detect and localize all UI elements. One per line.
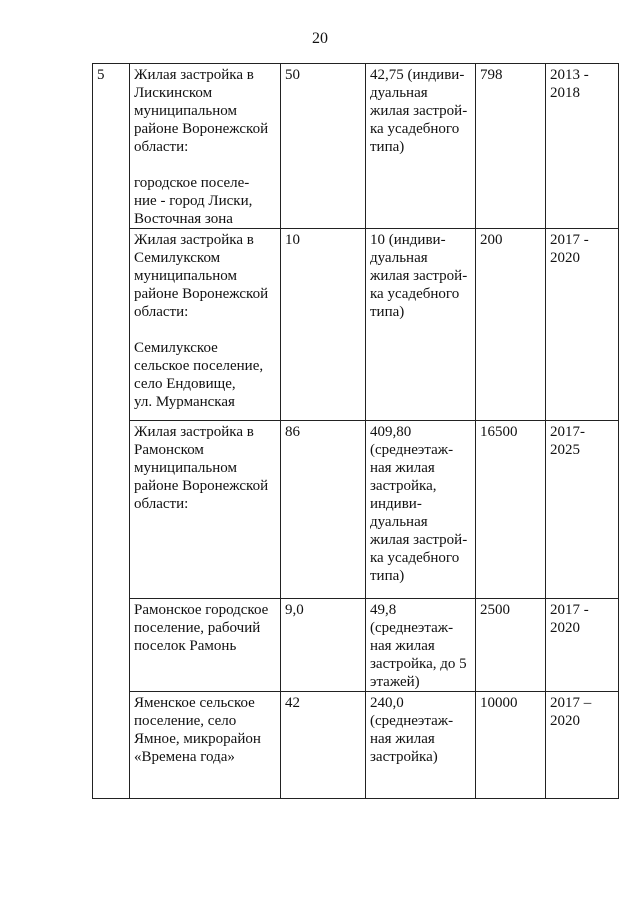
table-row	[93, 229, 619, 421]
area-cell: 86	[281, 421, 366, 599]
period-cell: 2017 – 2020	[546, 692, 619, 799]
period-cell: 2017 - 2020	[546, 229, 619, 421]
population-cell: 2500	[476, 599, 546, 692]
population-cell: 798	[476, 64, 546, 229]
area-cell: 10	[281, 229, 366, 421]
development-type-cell: 240,0 (среднеэтаж- ная жилая застройка)	[366, 692, 476, 799]
location-cell: Жилая застройка в Семилукском муниципальном районе Воронежской области: Семилукское сельское поселение, село Ендовище, ул. Мурманская	[130, 229, 281, 421]
population-cell: 10000	[476, 692, 546, 799]
development-type-cell: 409,80 (среднеэтаж- ная жилая застройка, индиви- дуальная жилая застрой- ка усадебного типа)	[366, 421, 476, 599]
area-cell: 42	[281, 692, 366, 799]
table-row	[93, 64, 619, 229]
location-cell: Жилая застройка в Рамонском муниципальном районе Воронежской области:	[130, 421, 281, 599]
housing-development-table	[92, 63, 619, 799]
row-number-cell	[93, 599, 130, 799]
location-cell: Жилая застройка в Лискинском муниципальном районе Воронежской области: городское поселе- ние - город Лиски, Восточная зона	[130, 64, 281, 229]
period-cell: 2017 - 2020	[546, 599, 619, 692]
location-cell: Яменское сельское поселение, село Ямное, микрорайон «Времена года»	[130, 692, 281, 799]
area-cell: 9,0	[281, 599, 366, 692]
development-type-cell: 49,8 (среднеэтаж- ная жилая застройка, до 5 этажей)	[366, 599, 476, 692]
period-cell: 2013 - 2018	[546, 64, 619, 229]
location-cell: Рамонское городское поселение, рабочий поселок Рамонь	[130, 599, 281, 692]
period-cell: 2017- 2025	[546, 421, 619, 599]
population-cell: 16500	[476, 421, 546, 599]
page-number: 20	[312, 30, 328, 47]
development-type-cell: 10 (индиви- дуальная жилая застрой- ка усадебного типа)	[366, 229, 476, 421]
area-cell: 50	[281, 64, 366, 229]
table-row	[93, 692, 619, 799]
table-row	[93, 421, 619, 599]
population-cell: 200	[476, 229, 546, 421]
development-type-cell: 42,75 (индиви- дуальная жилая застрой- ка усадебного типа)	[366, 64, 476, 229]
table-row	[93, 599, 619, 692]
row-number-cell: 5	[93, 64, 130, 599]
